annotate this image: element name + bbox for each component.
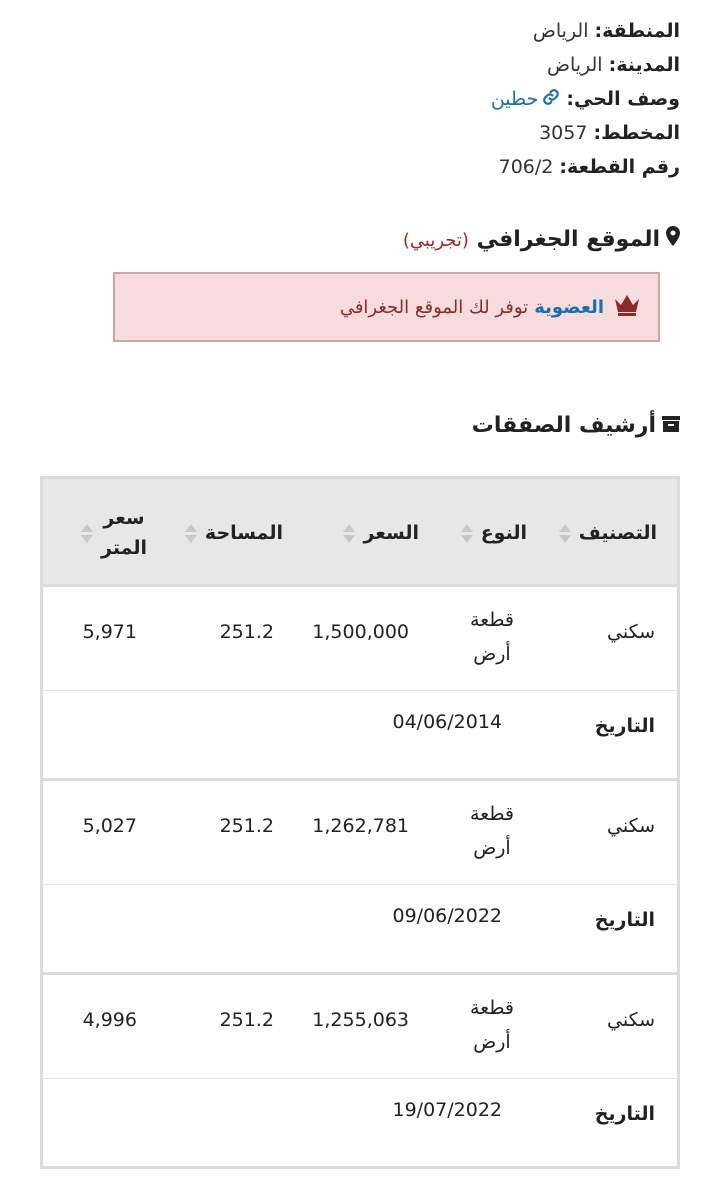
plot-value: 706/2 [498, 156, 554, 178]
region-value: الرياض [532, 20, 589, 42]
info-city [40, 48, 680, 82]
cell-price: 1,500,000 [312, 621, 409, 643]
archive-heading [472, 408, 680, 444]
table-row [43, 587, 677, 691]
sort-icon [185, 524, 197, 543]
membership-text: توفر لك الموقع الجغرافي [339, 296, 529, 318]
region-label: المنطقة: [594, 20, 680, 42]
transaction [43, 587, 677, 781]
info-plot [40, 150, 680, 184]
membership-link[interactable]: العضوية [534, 296, 604, 318]
cell-classification: سكني [607, 815, 655, 837]
district-label: وصف الحي: [566, 88, 680, 110]
crown-icon [614, 294, 640, 321]
sort-icon [343, 524, 355, 543]
date-label: التاريخ [594, 715, 655, 737]
transaction [43, 975, 677, 1166]
membership-alert [113, 272, 660, 342]
plan-value: 3057 [539, 122, 588, 144]
header-type[interactable]: النوع [461, 479, 527, 587]
date-label: التاريخ [594, 1103, 655, 1125]
transactions-table [40, 476, 680, 1169]
sort-icon [81, 524, 93, 543]
district-value: حطين [490, 88, 539, 110]
table-row-date [43, 885, 677, 972]
archive-title: أرشيف الصفقات [471, 413, 656, 438]
plot-label: رقم القطعة: [559, 156, 680, 178]
city-value: الرياض [546, 54, 603, 76]
date-value: 09/06/2022 [392, 905, 502, 927]
header-area[interactable]: المساحة [185, 479, 283, 587]
geo-title: الموقع الجغرافي [476, 227, 660, 252]
cell-classification: سكني [607, 621, 655, 643]
cell-type: قطعة أرض [469, 997, 515, 1053]
cell-type: قطعة أرض [469, 803, 515, 859]
date-value: 19/07/2022 [392, 1099, 502, 1121]
cell-area: 251.2 [219, 815, 274, 837]
cell-meter-price: 5,027 [82, 815, 137, 837]
cell-meter-price: 5,971 [82, 621, 137, 643]
city-label: المدينة: [608, 54, 680, 76]
sort-icon [461, 524, 473, 543]
info-plan [40, 116, 680, 150]
info-region [40, 14, 680, 48]
link-icon [542, 83, 560, 117]
info-district [40, 82, 680, 116]
cell-price: 1,255,063 [312, 1009, 409, 1031]
cell-meter-price: 4,996 [82, 1009, 137, 1031]
date-value: 04/06/2014 [392, 711, 502, 733]
header-meter-price[interactable]: سعر المتر [81, 479, 147, 587]
date-label: التاريخ [594, 909, 655, 931]
table-row [43, 781, 677, 885]
header-classification[interactable]: التصنيف [559, 479, 657, 587]
cell-price: 1,262,781 [312, 815, 409, 837]
property-info [40, 14, 680, 184]
district-link[interactable] [491, 88, 561, 110]
geo-trial-badge: (تجريبي) [402, 230, 469, 251]
sort-icon [559, 524, 571, 543]
cell-area: 251.2 [219, 1009, 274, 1031]
map-pin-icon [666, 222, 680, 258]
transaction [43, 781, 677, 975]
header-price[interactable]: السعر [343, 479, 419, 587]
cell-classification: سكني [607, 1009, 655, 1031]
geo-location-heading [403, 222, 680, 258]
cell-type: قطعة أرض [469, 609, 515, 665]
table-row-date [43, 1079, 677, 1166]
table-row-date [43, 691, 677, 778]
table-row [43, 975, 677, 1079]
cell-area: 251.2 [219, 621, 274, 643]
table-header [43, 479, 677, 587]
archive-box-icon [662, 408, 680, 444]
plan-label: المخطط: [593, 122, 680, 144]
